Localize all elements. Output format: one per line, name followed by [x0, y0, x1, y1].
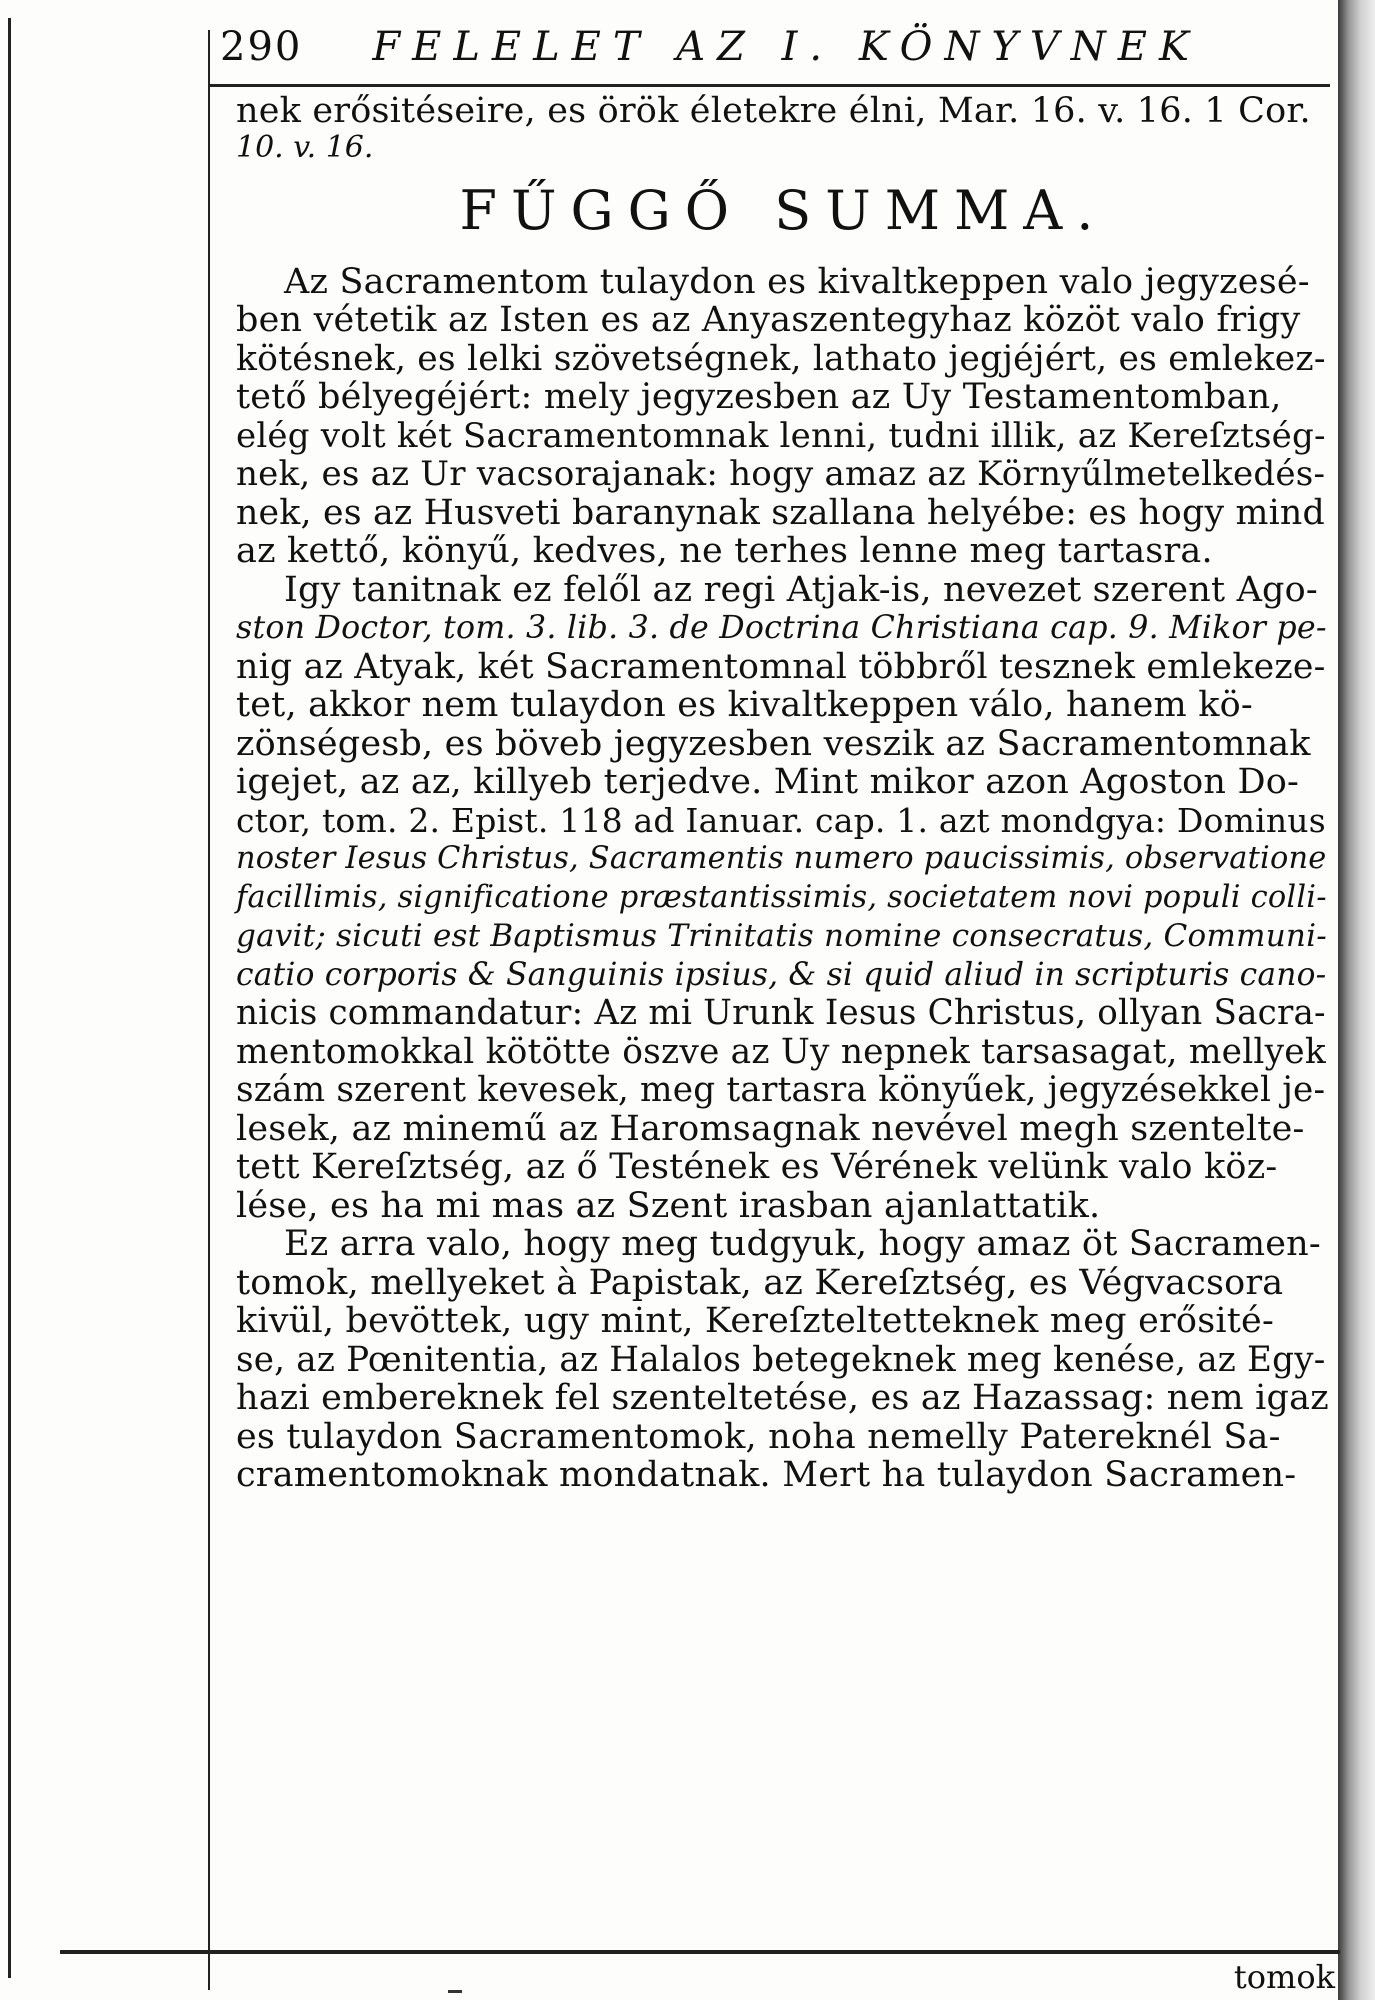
running-head: FELELET AZ I. KÖNYVNEK	[372, 24, 1201, 70]
paragraph-3	[236, 1225, 1331, 1495]
text-line: cramentomoknak mondatnak. Mert ha tulaydon Sacramen-	[236, 1455, 1297, 1495]
latin-quote-line: catio corporis & Sanguinis ipsius, & si quid aliud in scripturis cano-	[236, 956, 1327, 993]
text-line: tető bélyegéjért: mely jegyzesben az Uy Testamentomban,	[236, 377, 1282, 417]
text-line: zönségesb, es böveb jegyzesben veszik az Sacramentomnak	[236, 723, 1311, 764]
text-line: kivül, bevöttek, ugy mint, Kereſzteltetteknek meg erősité-	[236, 1301, 1274, 1341]
bottom-rule	[60, 1950, 1340, 1954]
opening-line: nek erősitéseire, es örök életekre élni, Mar. 16. v. 16. 1 Cor.	[236, 91, 1311, 131]
paragraph-2	[236, 571, 1331, 1226]
paragraph-1	[236, 263, 1331, 571]
catchword: tomok	[1233, 1958, 1335, 1996]
section-title: FŰGGŐ SUMMA.	[459, 178, 1108, 242]
text-line: mentomokkal kötötte öszve az Uy nepnek tarsasagat, mellyek	[236, 1031, 1326, 1072]
text-line: nek, es az Husveti baranynak szallana helyébe: es hogy mind	[236, 492, 1325, 533]
text-line: ston Doctor, tom. 3. lib. 3. de Doctrina Christiana cap. 9. Mikor pe-	[236, 610, 1327, 646]
page-header	[220, 24, 1320, 84]
text-line: ctor, tom. 2. Epist. 118 ad Ianuar. cap. 1. azt mondgya: Dominus	[236, 800, 1326, 840]
text-line: tett Kereſztség, az ő Testének es Vérének velünk valo köz-	[236, 1147, 1278, 1187]
text-line: nig az Atyak, két Sacramentomnal többről tesznek emlekeze-	[236, 646, 1326, 687]
text-line: es tulaydon Sacramentomok, noha nemelly Patereknél Sa-	[236, 1416, 1281, 1457]
page-number: 290	[220, 24, 303, 70]
text-line: se, az Pœnitentia, az Halalos betegeknek meg kenése, az Egy-	[236, 1339, 1326, 1380]
text-line: igejet, az az, killyeb terjedve. Mint mikor azon Agoston Do-	[236, 762, 1300, 802]
text-line: Igy tanitnak ez felől az regi Atjak-is, nevezet szerent Ago-	[284, 569, 1318, 610]
text-line: szám szerent kevesek, meg tartasra könyűek, jegyzésekkel je-	[236, 1070, 1326, 1110]
text-line: lesek, az minemű az Haromsagnak nevével megh szentelte-	[236, 1108, 1305, 1149]
latin-quote-line: facillimis, significatione præstantissimis, societatem novi populi colli-	[236, 879, 1327, 915]
text-frame-rule	[208, 30, 210, 1990]
header-rule	[210, 84, 1330, 87]
text-line: lése, es ha mi mas az Szent irasban ajanlattatik.	[236, 1185, 1101, 1226]
latin-quote-line: noster Iesus Christus, Sacramentis numero paucissimis, observatione	[236, 841, 1327, 876]
text-line: az kettő, könyű, kedves, ne terhes lenne meg tartasra.	[236, 531, 1213, 571]
signature-dash	[448, 1990, 462, 1993]
main-text	[236, 92, 1331, 1495]
text-line: nek, es az Ur vacsorajanak: hogy amaz az Környűlmetelkedés-	[236, 454, 1326, 494]
page-gutter-shadow	[1338, 0, 1375, 2000]
text-line: Az Sacramentom tulaydon es kivaltkeppen valo jegyzesé-	[284, 261, 1310, 302]
text-line: kötésnek, es lelki szövetségnek, lathato jegjéjért, es emlekez-	[236, 338, 1326, 379]
text-line: elég volt két Sacramentomnak lenni, tudni illik, az Kereſztség-	[236, 415, 1326, 456]
text-line: ben vétetik az Isten es az Anyaszentegyhaz közöt valo frigy	[236, 300, 1301, 340]
text-line: hazi embereknek fel szenteltetése, es az Hazassag: nem igaz	[236, 1378, 1329, 1418]
text-line: tet, akkor nem tulaydon es kivaltkeppen válo, hanem kö-	[236, 685, 1253, 725]
latin-quote-line: gavit; sicuti est Baptismus Trinitatis nomine consecratus, Communi-	[236, 918, 1327, 954]
opening-reference-line: 10. v. 16.	[236, 129, 374, 165]
left-border-line	[8, 18, 11, 1978]
text-line: Ez arra valo, hogy meg tudgyuk, hogy amaz öt Sacramen-	[284, 1224, 1321, 1264]
text-line: nicis commandatur: Az mi Urunk Iesus Christus, ollyan Sacra-	[236, 993, 1326, 1033]
text-line: tomok, mellyeket à Papistak, az Kereſztség, es Végvacsora	[236, 1262, 1284, 1303]
